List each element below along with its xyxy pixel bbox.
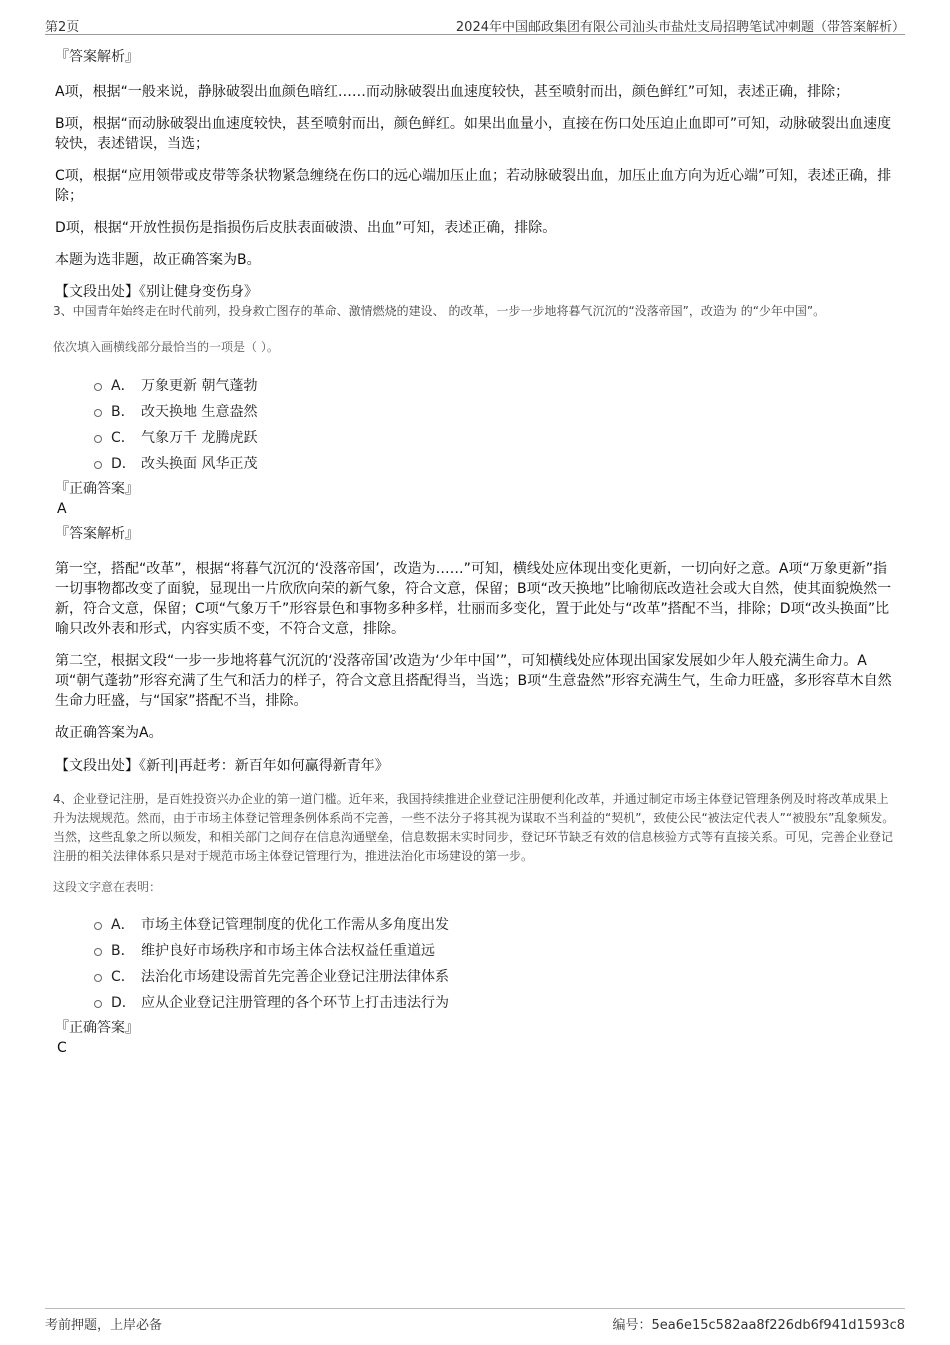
q3-conclusion: 故正确答案为A。	[55, 725, 163, 741]
q3-option-c[interactable]	[94, 424, 900, 450]
q2-conclusion: 本题为选非题，故正确答案为B。	[55, 252, 261, 268]
radio-icon[interactable]	[94, 383, 102, 391]
page-number: 第2页	[45, 20, 80, 35]
page-content	[55, 46, 900, 1058]
footer-slogan: 考前押题，上岸必备	[45, 1318, 163, 1333]
option-letter: A．	[111, 917, 135, 933]
option-text: 市场主体登记管理制度的优化工作需从多角度出发	[141, 917, 449, 933]
q4-options	[53, 911, 900, 1015]
q3-analysis-blank-2: 第二空，根据文段“一步一步地将暮气沉沉的‘没落帝国’改造为‘少年中国’”，可知横线处应体现出国家发展如少年人般充满生命力。A项“朝气蓬勃”形容充满了生气和活力的样子，符合文意且搭配得当，当选；B项“生意盎然”形容充满生气，生命力旺盛，多形容草木自然生命力旺盛，与“国家”搭配不当，排除。	[55, 653, 892, 709]
radio-icon[interactable]	[94, 435, 102, 443]
radio-icon[interactable]	[94, 409, 102, 417]
q2-analysis-label: 『答案解析』	[55, 49, 139, 65]
radio-icon[interactable]	[94, 461, 102, 469]
option-letter: B．	[111, 943, 135, 959]
q4-option-c[interactable]	[94, 963, 900, 989]
q2-analysis-d: D项，根据“开放性损伤是指损伤后皮肤表面破溃、出血”可知，表述正确，排除。	[55, 220, 557, 236]
option-letter: C．	[111, 969, 135, 985]
page-header	[45, 16, 905, 34]
q4-option-b[interactable]	[94, 937, 900, 963]
q3-prompt: 依次填入画横线部分最恰当的一项是（ ）。	[53, 340, 279, 354]
footer-divider	[45, 1308, 905, 1309]
question-4	[53, 790, 900, 1015]
q2-analysis-section	[55, 47, 900, 302]
radio-icon[interactable]	[94, 1000, 102, 1008]
q3-answer-label: 『正确答案』	[55, 481, 139, 497]
q3-answer-section	[55, 479, 900, 776]
option-letter: A．	[111, 378, 135, 394]
option-letter: D．	[111, 456, 136, 472]
question-3	[53, 302, 900, 476]
document-title: 2024年中国邮政集团有限公司汕头市盐灶支局招聘笔试冲刺题（带答案解析）	[455, 20, 905, 35]
page-footer	[45, 1314, 905, 1332]
q3-stem: 3、中国青年始终走在时代前列，投身救亡图存的革命、激情燃烧的建设、 的改革，一步一步地将暮气沉沉的“没落帝国”，改造为 的“少年中国”。	[53, 304, 826, 318]
option-letter: C．	[111, 430, 135, 446]
q3-options	[53, 372, 900, 476]
q2-analysis-c: C项，根据“应用领带或皮带等条状物紧急缠绕在伤口的远心端加压止血；若动脉破裂出血，加压止血方向为近心端”可知，表述正确，排除；	[55, 168, 892, 204]
option-text: 改头换面 风华正茂	[141, 456, 258, 472]
q4-prompt: 这段文字意在表明：	[53, 880, 162, 894]
q3-option-b[interactable]	[94, 398, 900, 424]
q2-analysis-a: A项，根据“一般来说，静脉破裂出血颜色暗红……而动脉破裂出血速度较快，甚至喷射而出，颜色鲜红”可知，表述正确，排除；	[55, 84, 850, 100]
q3-analysis-label: 『答案解析』	[55, 526, 139, 542]
q4-stem: 4、企业登记注册，是百姓投资兴办企业的第一道门槛。近年来，我国持续推进企业登记注册便利化改革，并通过制定市场主体登记管理条例及时将改革成果上升为法规规范。然而，由于市场主体登记管理条例体系尚不完善，一些不法分子将其视为谋取不当利益的“契机”，致使公民“被法定代表人”“被股东”乱象频发。当然，这些乱象之所以频发，和相关部门之间存在信息沟通壁垒，信息数据未实时同步，登记环节缺乏有效的信息核验方式等有直接关系。可见，完善企业登记注册的相关法律体系只是对于规范市场主体登记管理行为，推进法治化市场建设的第一步。	[53, 792, 895, 863]
q3-source: 【文段出处】《新刊|再赶考：新百年如何赢得新青年》	[55, 758, 389, 774]
q3-option-a[interactable]	[94, 372, 900, 398]
option-text: 法治化市场建设需首先完善企业登记注册法律体系	[141, 969, 449, 985]
q4-option-d[interactable]	[94, 989, 900, 1015]
radio-icon[interactable]	[94, 922, 102, 930]
q2-analysis-b: B项，根据“而动脉破裂出血速度较快，甚至喷射而出，颜色鲜红。如果出血量小，直接在伤口处压迫止血即可”可知，动脉破裂出血速度较快，表述错误，当选；	[55, 116, 892, 152]
option-text: 气象万千 龙腾虎跃	[141, 430, 258, 446]
q4-answer-label: 『正确答案』	[55, 1020, 139, 1036]
option-letter: D．	[111, 995, 136, 1011]
radio-icon[interactable]	[94, 974, 102, 982]
option-text: 万象更新 朝气蓬勃	[141, 378, 258, 394]
document-code: 编号：5ea6e15c582aa8f226db6f941d1593c8	[612, 1318, 905, 1333]
header-divider	[45, 34, 905, 35]
q3-option-d[interactable]	[94, 450, 900, 476]
q4-option-a[interactable]	[94, 911, 900, 937]
q2-source: 【文段出处】《别让健身变伤身》	[55, 284, 258, 300]
q4-answer-section	[55, 1018, 900, 1058]
option-text: 维护良好市场秩序和市场主体合法权益任重道远	[141, 943, 435, 959]
option-letter: B．	[111, 404, 135, 420]
option-text: 应从企业登记注册管理的各个环节上打击违法行为	[141, 995, 449, 1011]
radio-icon[interactable]	[94, 948, 102, 956]
q4-answer: C	[57, 1040, 67, 1056]
q3-answer: A	[57, 501, 67, 517]
option-text: 改天换地 生意盎然	[141, 404, 258, 420]
q3-analysis-blank-1: 第一空，搭配“改革”，根据“将暮气沉沉的‘没落帝国’，改造为……”可知，横线处应体现出变化更新，一切向好之意。A项“万象更新”指一切事物都改变了面貌，显现出一片欣欣向荣的新气象，符合文意，保留；B项“改天换地”比喻彻底改造社会或大自然，使其面貌焕然一新，符合文意，保留；C项“气象万千”形容景色和事物多种多样，壮丽而多变化，置于此处与“改革”搭配不当，排除；D项“改头换面”比喻只改外表和形式，内容实质不变，不符合文意，排除。	[55, 561, 892, 637]
